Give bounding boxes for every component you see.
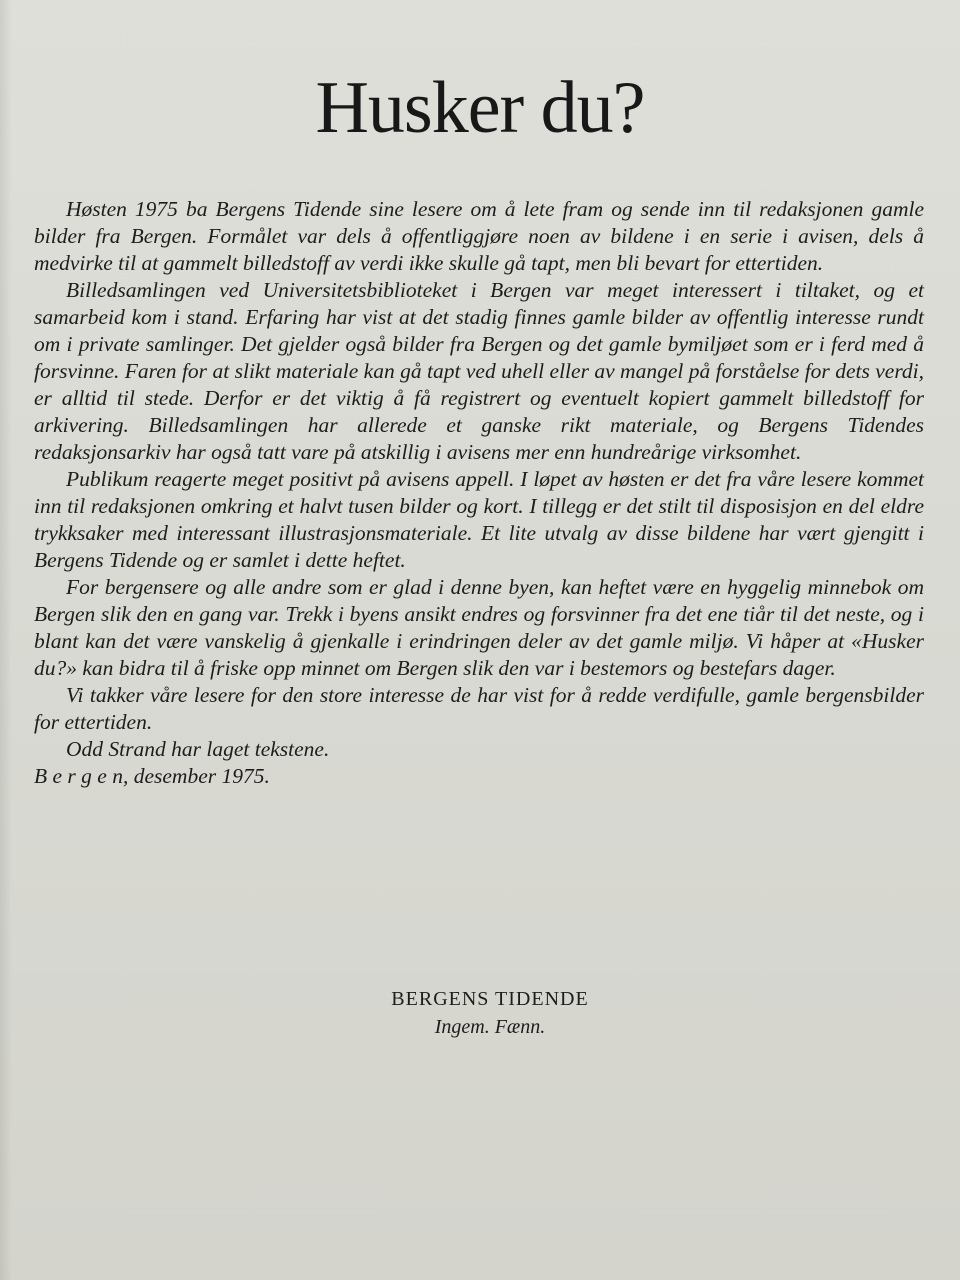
paragraph-3: Publikum reagerte meget positivt på avisens appell. I løpet av høsten er det fra våre lesere kommet inn til redaksjonen omkring et halvt tusen bilder og kort. I tillegg er det stilt til disposisjon en del eldre trykksaker med interessant illustrasjonsmateriale. Et lite utvalg av disse bildene har vært gjengitt i Bergens Tidende og er samlet i dette heftet. [34, 467, 924, 572]
publication-name: BERGENS TIDENDE [391, 988, 589, 1010]
credit-line: Odd Strand har laget tekstene. [66, 737, 330, 761]
page-title: Husker du? [315, 67, 645, 149]
place-date-line: B e r g e n, desember 1975. [34, 764, 270, 788]
preface-text [34, 196, 924, 790]
paragraph-2: Billedsamlingen ved Universitetsbiblioteket i Bergen var meget interessert i tiltaket, og et samarbeid kom i stand. Erfaring har vist at det stadig finnes gamle bilder av offentlig interesse rundt om i private samlinger. Det gjelder også bilder fra Bergen og det gamle bymiljøet som er i ferd med å forsvinne. Faren for at slikt materiale kan gå tapt ved uhell eller av mangel på forståelse for dets verdi, er alltid til stede. Derfor er det viktig å få registrert og eventuelt kopiert gammelt billedstoff for arkivering. Billedsamlingen har allerede et ganske rikt materiale, og Bergens Tidendes redaksjonsarkiv har også tatt vare på atskillig i avisens mer enn hundreårige virksomhet. [34, 278, 924, 464]
signature-block [0, 985, 960, 1041]
paragraph-4: For bergensere og alle andre som er glad i denne byen, kan heftet være en hyggelig minnebok om Bergen slik den en gang var. Trekk i byens ansikt endres og forsvinner fra det ene tiår til det neste, og i blant kan det være vanskelig å gjenkalle i erindringen deler av det gamle miljø. Vi håper at «Husker du?» kan bidra til å friske opp minnet om Bergen slik den var i bestemors og bestefars dager. [34, 575, 924, 680]
page-shadow [0, 0, 12, 1280]
paragraph-5: Vi takker våre lesere for den store interesse de har vist for å redde verdifulle, gamle bergensbilder for ettertiden. [34, 683, 924, 734]
editor-name: Ingem. Fænn. [434, 1016, 546, 1038]
paragraph-1: Høsten 1975 ba Bergens Tidende sine lesere om å lete fram og sende inn til redaksjonen gamle bilder fra Bergen. Formålet var dels å offentliggjøre noen av bildene i en serie i avisen, dels å medvirke til at gammelt billedstoff av verdi ikke skulle gå tapt, men bli bevart for ettertiden. [34, 197, 924, 275]
